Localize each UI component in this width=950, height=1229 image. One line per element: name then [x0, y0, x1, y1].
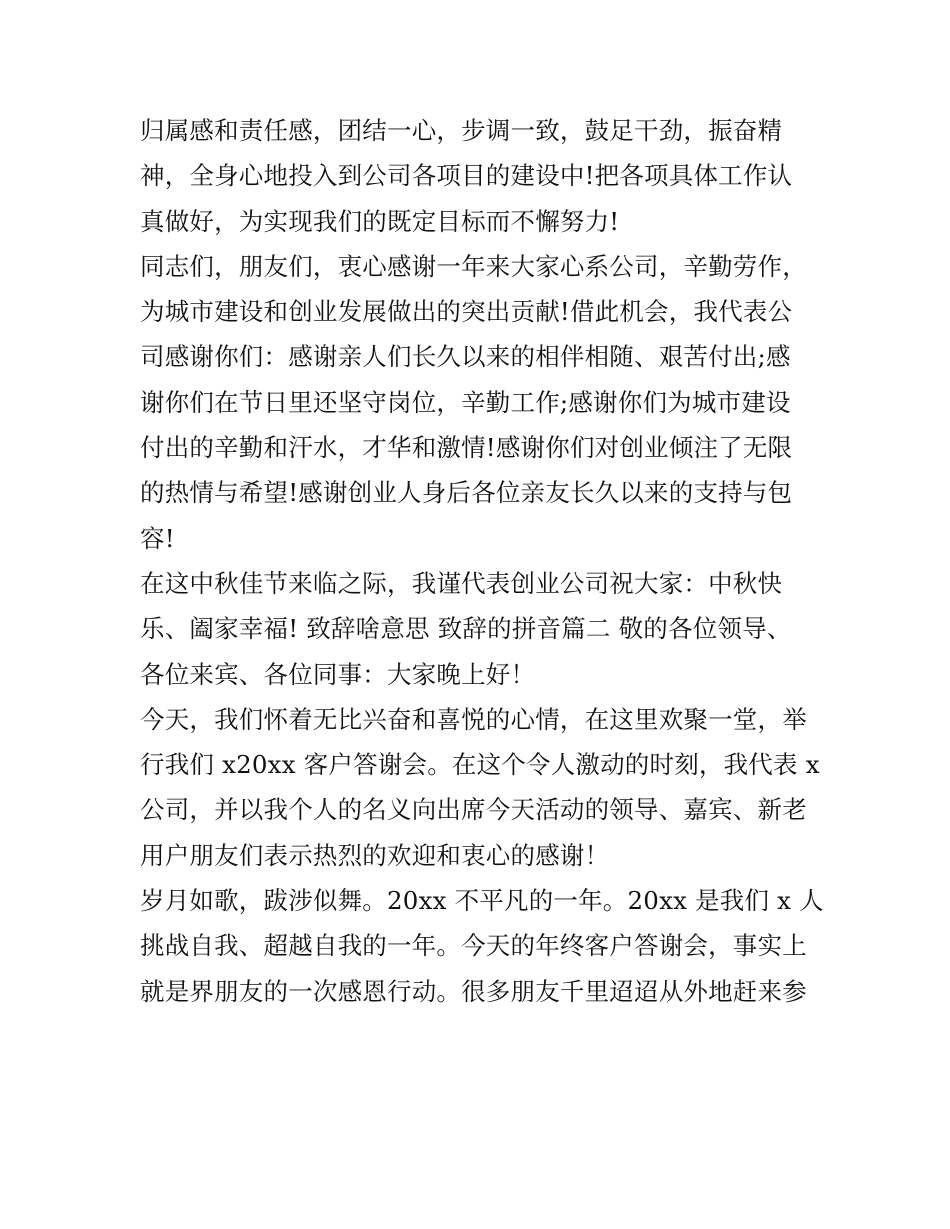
text-line: 就是界朋友的一次感恩行动。很多朋友千里迢迢从外地赶来参 — [140, 976, 807, 1006]
text-line: 各位来宾、各位同事：大家晚上好！ — [140, 659, 536, 689]
text-line: 司感谢你们：感谢亲人们长久以来的相伴相随、艰苦付出;感 — [140, 342, 791, 372]
text-line: 的热情与希望!感谢创业人身后各位亲友长久以来的支持与包 — [140, 478, 793, 508]
text-line: 乐、阖家幸福! 致辞啥意思 致辞的拼音篇二 敬的各位领导、 — [140, 614, 792, 644]
text-line: 公司，并以我个人的名义向出席今天活动的领导、嘉宾、新老 — [140, 795, 807, 825]
text-line: 容! — [140, 523, 175, 553]
text-line: 用户朋友们表示热烈的欢迎和衷心的感谢！ — [140, 840, 610, 870]
text-line: 挑战自我、超越自我的一年。今天的年终客户答谢会，事实上 — [140, 931, 807, 961]
text-line: 岁月如歌，跋涉似舞。20xx 不平凡的一年。20xx 是我们 x 人 — [140, 886, 824, 916]
text-line: 谢你们在节日里还坚守岗位，辛勤工作;感谢你们为城市建设 — [140, 387, 791, 417]
text-line: 为城市建设和创业发展做出的突出贡献!借此机会，我代表公 — [140, 297, 793, 327]
text-line: 今天，我们怀着无比兴奋和喜悦的心情，在这里欢聚一堂，举 — [140, 704, 807, 734]
text-line: 归属感和责任感，团结一心，步调一致，鼓足干劲，振奋精 — [140, 116, 783, 145]
text-line: 付出的辛勤和汗水，才华和激情!感谢你们对创业倾注了无限 — [140, 433, 793, 463]
text-line: 神，全身心地投入到公司各项目的建设中!把各项具体工作认 — [140, 161, 793, 191]
text-line: 同志们，朋友们，衷心感谢一年来大家心系公司，辛勤劳作， — [140, 251, 807, 281]
text-line: 真做好，为实现我们的既定目标而不懈努力! — [140, 206, 620, 236]
text-line: 在这中秋佳节来临之际，我谨代表创业公司祝大家：中秋快 — [140, 568, 783, 598]
document-body — [140, 108, 824, 1014]
text-line: 行我们 x20xx 客户答谢会。在这个令人激动的时刻，我代表 x — [140, 750, 820, 780]
